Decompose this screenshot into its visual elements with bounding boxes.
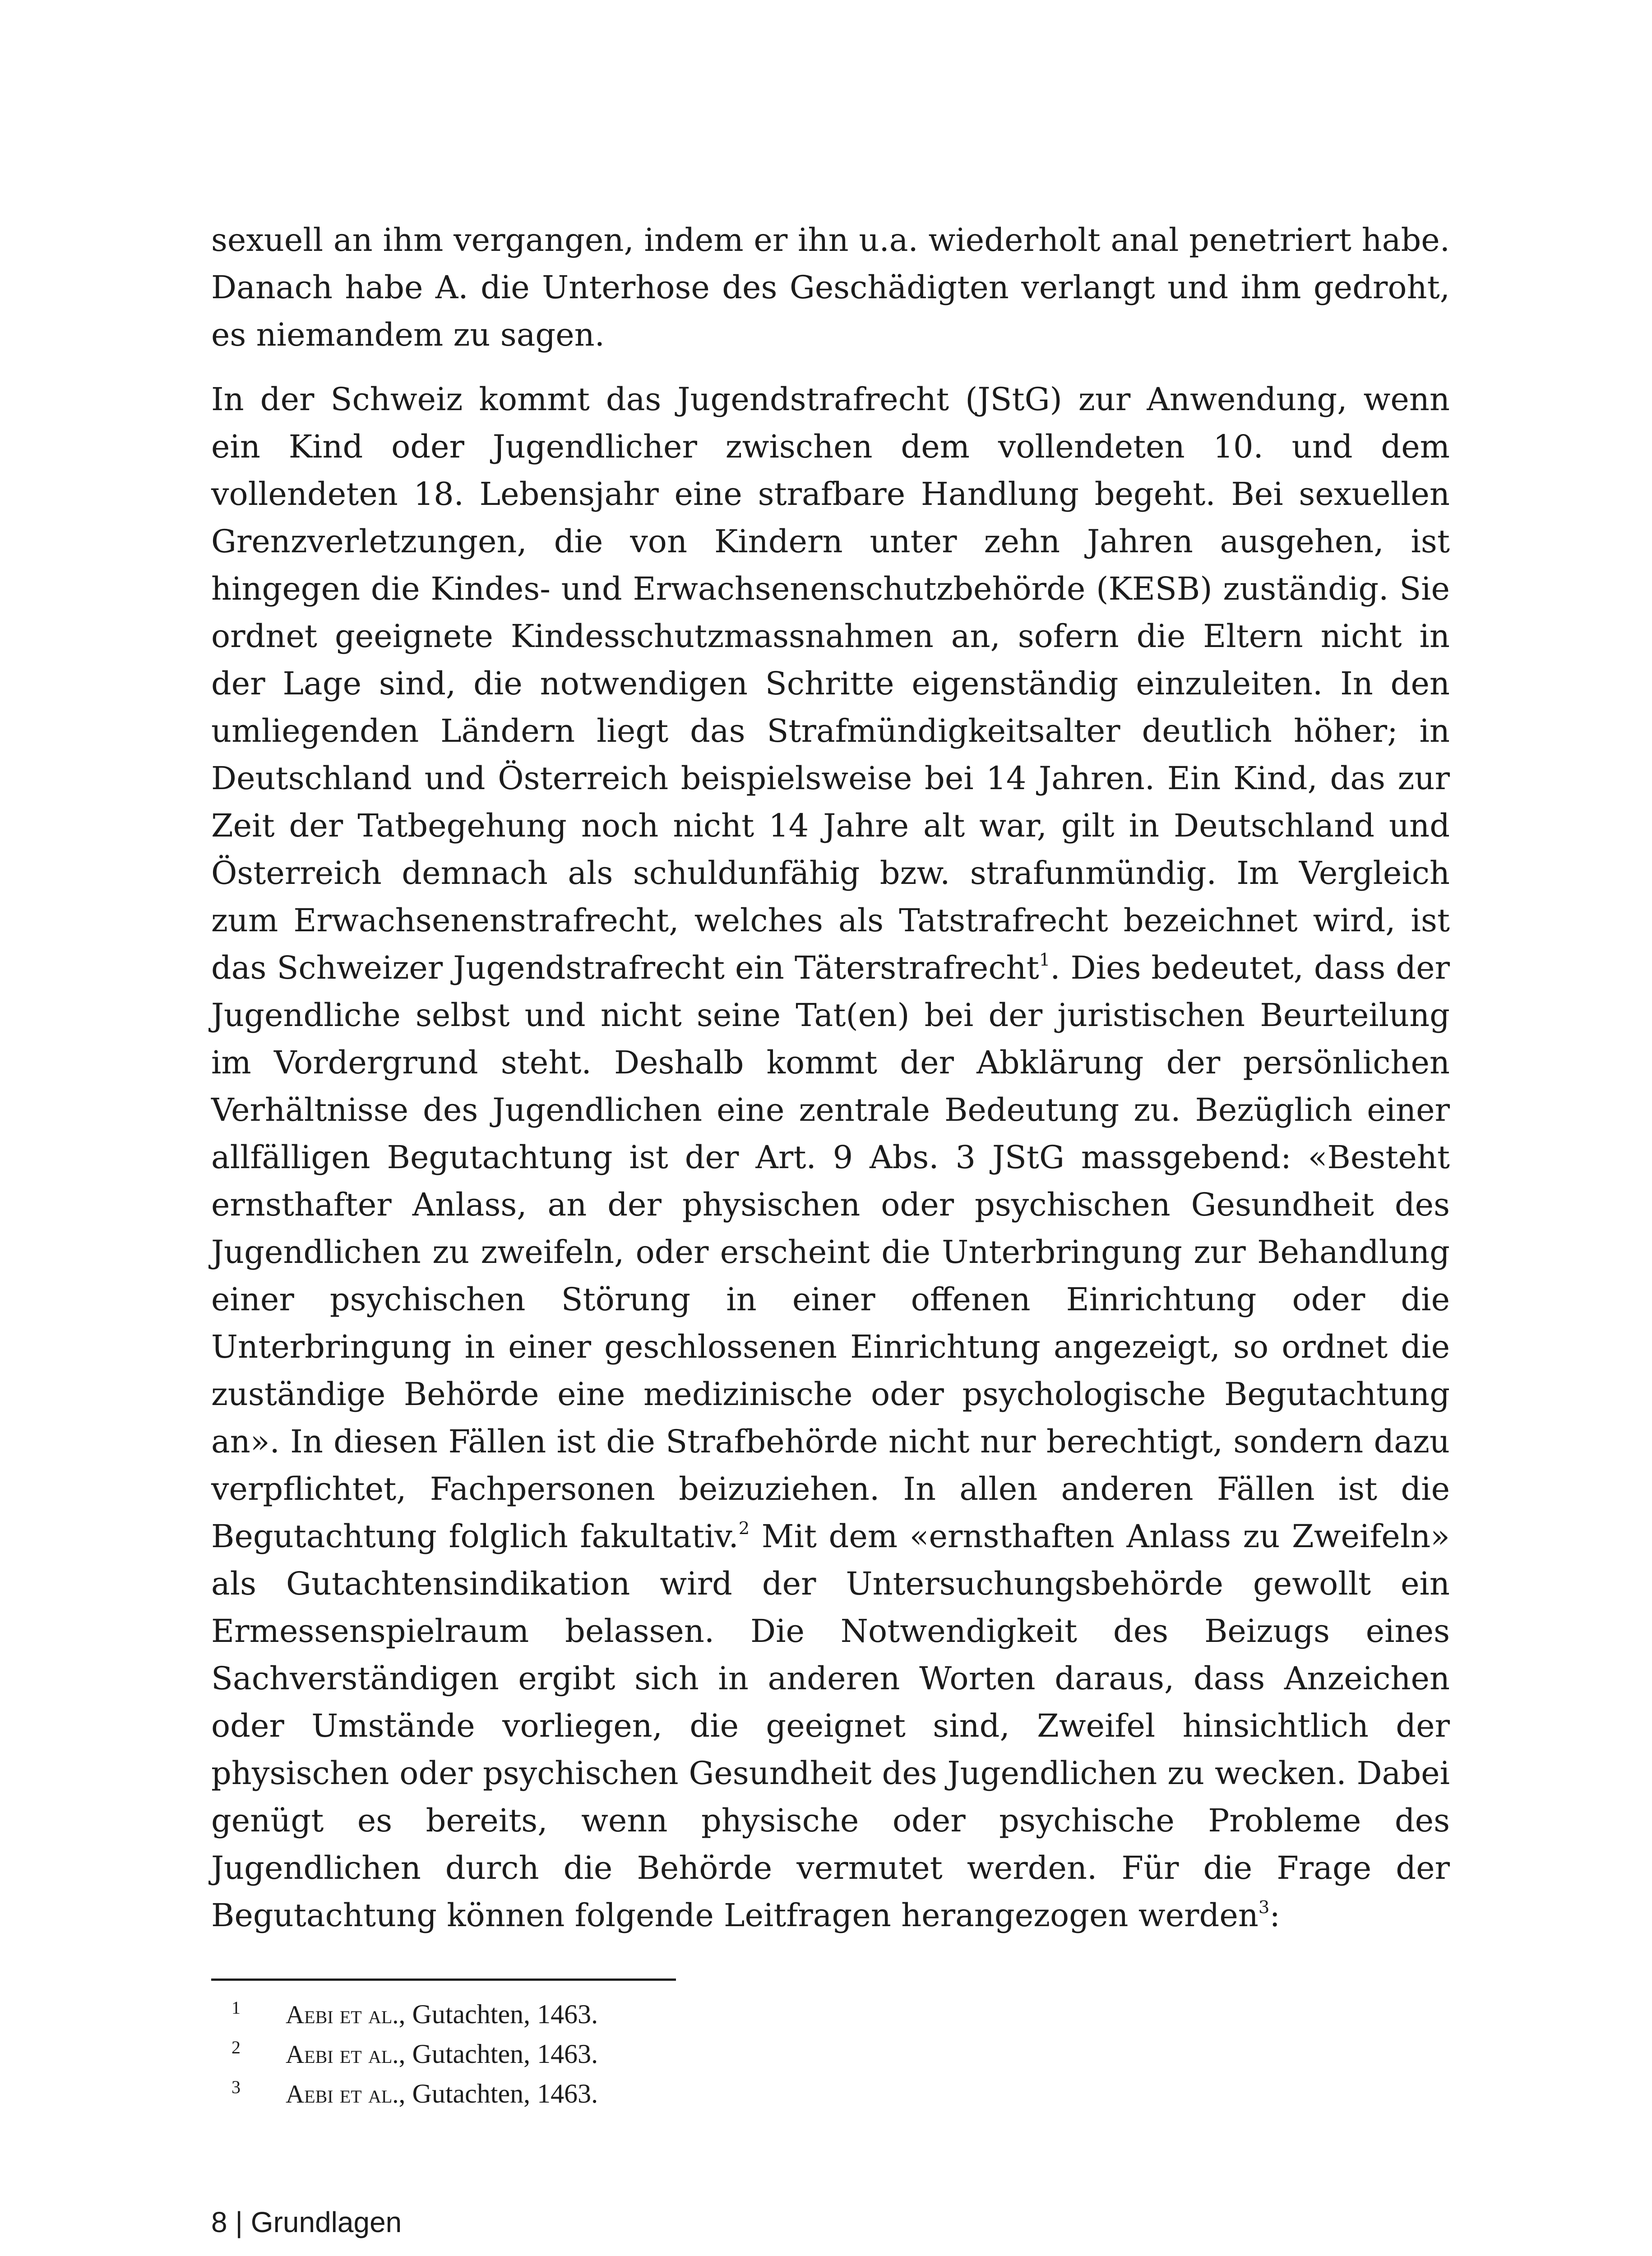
page-number: 8 — [211, 2206, 227, 2238]
footer-separator: | — [235, 2206, 243, 2238]
paragraph-text: sexuell an ihm vergangen, indem er ihn u.a. wiederholt anal penetriert habe. Danach habe A. die Unterhose des Geschädigten verlangt und ihm gedroht, es niemandem zu sagen. — [211, 222, 1450, 353]
paragraph-text: : — [1269, 1897, 1280, 1934]
footnote-text — [286, 2034, 598, 2075]
body-text — [211, 217, 1450, 1939]
footnote-divider — [211, 1979, 676, 1981]
footnote-citation: , Gutachten, 1463. — [398, 2039, 598, 2069]
footnote-citation: , Gutachten, 1463. — [398, 2079, 598, 2108]
footnote-reference[interactable]: 2 — [738, 1518, 750, 1539]
page-footer — [211, 2204, 402, 2240]
footnote-citation: , Gutachten, 1463. — [398, 1999, 598, 2029]
paragraph-text: . Dies bedeutet, dass der Jugendliche selbst und nicht seine Tat(en) bei der juristischen Beurteilung im Vordergrund steht. Deshalb kommt der Abklärung der persönlichen Verhältnisse des Jugendlichen eine zentrale Bedeutung zu. Bezüglich einer allfälligen Begutachtung ist der Art. 9 Abs. 3 JStG massgebend: «Besteht ernsthafter Anlass, an der physischen oder psychischen Gesundheit des Jugendlichen zu zweifeln, oder erscheint die Unterbringung zur Behandlung einer psychischen Störung in einer offenen Einrichtung oder die Unterbringung in einer geschlossenen Einrichtung angezeigt, so ordnet die zuständige Behörde eine medizinische oder psychologische Begutachtung an». In diesen Fällen ist die Strafbehörde nicht nur berechtigt, sondern dazu verpflichtet, Fachpersonen beizuziehen. In allen anderen Fällen ist die Begutachtung folglich fakultativ. — [211, 949, 1450, 1555]
footnote-text — [286, 1994, 598, 2035]
footnote — [211, 2034, 1450, 2074]
footnote — [211, 2074, 1450, 2113]
footnote-author: Aebi et al. — [286, 2080, 399, 2108]
paragraph — [211, 217, 1450, 359]
paragraph — [211, 376, 1450, 1939]
footnote-reference[interactable]: 3 — [1258, 1897, 1270, 1918]
footnotes — [211, 1994, 1450, 2113]
footnote-number: 3 — [231, 2077, 241, 2097]
footnote — [211, 1994, 1450, 2034]
footnote-text — [286, 2074, 598, 2114]
footnote-number: 2 — [231, 2037, 241, 2057]
paragraph-text: Mit dem «ernsthaften Anlass zu Zweifeln» als Gutachtensindikation wird der Untersuchungsbehörde gewollt ein Ermessenspielraum belassen. Die Notwendigkeit des Beizugs eines Sachverständigen ergibt sich in anderen Worten daraus, dass Anzeichen oder Umstände vorliegen, die geeignet sind, Zweifel hinsichtlich der physischen oder psychischen Gesundheit des Jugendlichen zu wecken. Dabei genügt es bereits, wenn physische oder psychische Probleme des Jugendlichen durch die Behörde vermutet werden. Für die Frage der Begutachtung können folgende Leitfragen herangezogen werden — [211, 1518, 1450, 1934]
footnote-author: Aebi et al. — [286, 2040, 399, 2069]
paragraph-text: In der Schweiz kommt das Jugendstrafrecht (JStG) zur Anwendung, wenn ein Kind oder Jugendlicher zwischen dem vollendeten 10. und dem vollendeten 18. Lebensjahr eine strafbare Handlung begeht. Bei sexuellen Grenzverletzungen, die von Kindern unter zehn Jahren ausgehen, ist hingegen die Kindes- und Erwachsenenschutzbehörde (KESB) zuständig. Sie ordnet geeignete Kindesschutzmassnahmen an, sofern die Eltern nicht in der Lage sind, die notwendigen Schritte eigenständig einzuleiten. In den umliegenden Ländern liegt das Strafmündigkeitsalter deutlich höher; in Deutschland und Österreich beispielsweise bei 14 Jahren. Ein Kind, das zur Zeit der Tatbegehung noch nicht 14 Jahre alt war, gilt in Deutschland und Österreich demnach als schuldunfähig bzw. strafunmündig. Im Vergleich zum Erwachsenenstrafrecht, welches als Tatstrafrecht bezeichnet wird, ist das Schweizer Jugendstrafrecht ein Täterstrafrecht — [211, 381, 1450, 986]
section-title: Grundlagen — [250, 2206, 402, 2238]
footnote-reference[interactable]: 1 — [1039, 950, 1050, 971]
footnote-author: Aebi et al. — [286, 2001, 399, 2029]
footnote-number: 1 — [231, 1997, 241, 2018]
